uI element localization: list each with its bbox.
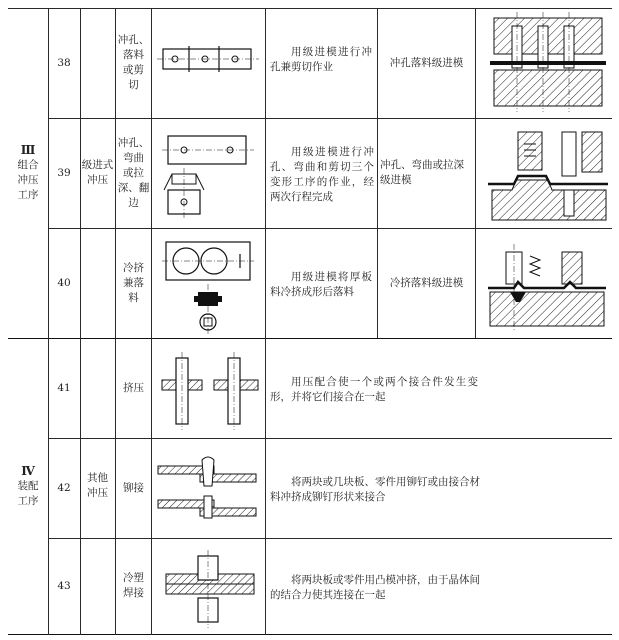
process-name: 冷塑 焊接	[123, 572, 144, 599]
cold-welding-figure	[158, 550, 262, 628]
row-number: 39	[57, 166, 71, 179]
row-number: 42	[57, 481, 71, 494]
group-cell	[8, 338, 48, 634]
group-numeral: Ⅳ	[21, 463, 35, 478]
progressive-die-figure	[488, 12, 608, 112]
process-description: 将两块或几块板、零件用铆钉或由接合材料冲挤成铆钉形状来接合	[270, 476, 480, 503]
process-description: 用级进模将厚板料冷挤成形后落料	[270, 271, 372, 298]
press-fit-joint-figure	[158, 350, 262, 432]
process-name: 冲孔、 弯曲 或拉 深、翻 边	[117, 136, 150, 209]
die-name: 冲孔、弯曲或拉深级进模	[380, 159, 464, 186]
subgroup-cell	[80, 338, 115, 634]
row-number: 38	[57, 56, 71, 69]
process-name: 铆接	[123, 481, 144, 494]
group-numeral: Ⅲ	[20, 143, 36, 157]
subgroup-name: 其他 冲压	[87, 472, 108, 499]
subgroup-name: 级进式 冲压	[81, 159, 114, 186]
strip-layout-figure	[155, 40, 261, 80]
row-number: 41	[57, 381, 71, 394]
column-divider	[475, 8, 476, 338]
process-description: 用级进模进行冲孔、弯曲和剪切三个变形工序的作业，经两次行程完成	[270, 146, 374, 203]
process-description: 用压配合使一个或两个接合件发生变形，并将它们接合在一起	[270, 376, 478, 403]
die-name: 冷挤落料级进模	[389, 276, 464, 289]
process-name: 冷挤 兼落 料	[123, 261, 144, 304]
cold-extruded-part-figure	[160, 234, 256, 334]
column-divider	[265, 8, 266, 635]
group-cell	[8, 8, 48, 338]
row-number: 40	[57, 276, 71, 289]
process-description: 将两块板或零件用凸模冲挤，由于晶体间的结合力使其连接在一起	[270, 574, 480, 601]
process-name: 挤压	[123, 381, 144, 394]
die-name: 冲孔落料级进模	[389, 56, 464, 69]
bent-part-figure	[158, 128, 258, 220]
group-name: 组合 冲压 工序	[17, 159, 39, 201]
bending-die-figure	[484, 124, 610, 224]
cold-extrusion-die-figure	[484, 244, 610, 330]
column-divider	[151, 8, 152, 635]
process-name: 冲孔、 落料 或剪 切	[117, 34, 150, 91]
group-name: 装配 工序	[17, 479, 39, 507]
subgroup-cell	[80, 8, 115, 338]
riveted-joint-figure	[154, 452, 262, 528]
row-number: 43	[57, 579, 71, 592]
table-bottom-border	[8, 634, 612, 635]
process-description: 用级进模进行冲孔兼剪切作业	[270, 46, 372, 73]
